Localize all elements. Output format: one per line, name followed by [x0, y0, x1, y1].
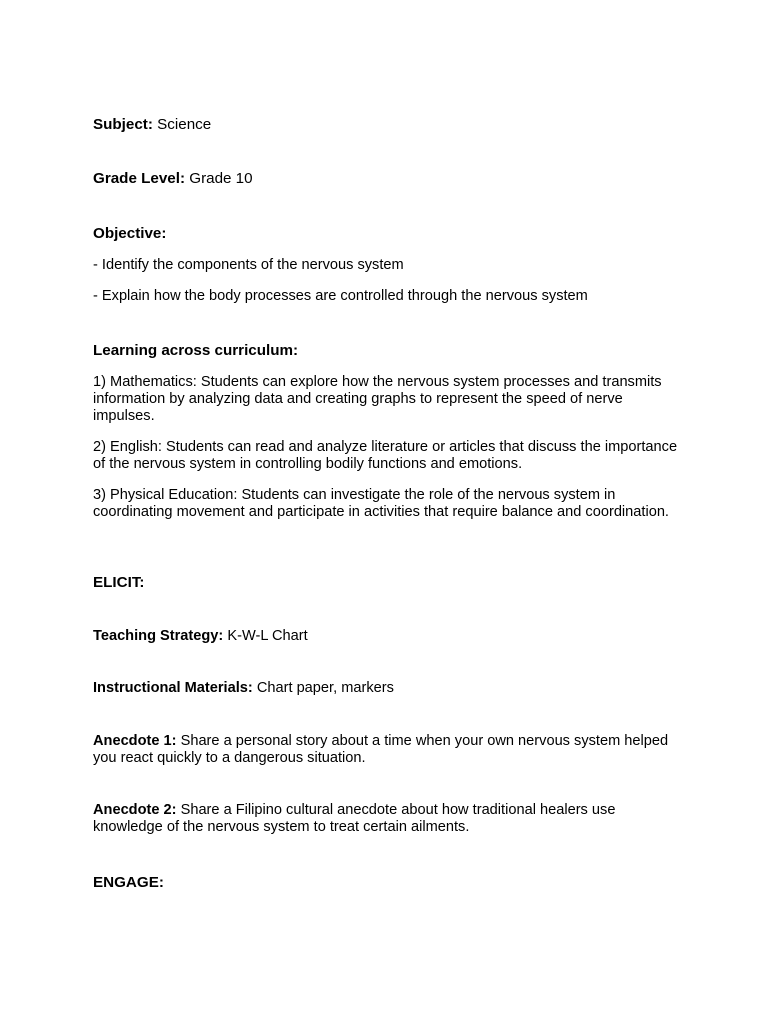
curriculum-item: 3) Physical Education: Students can investigate the role of the nervous system in coordinating movement and participate in activities that require balance and coordination.	[93, 487, 669, 520]
instructional-materials-value: Chart paper, markers	[256, 680, 394, 696]
learning-across-curriculum-heading: Learning across curriculum:	[93, 342, 299, 359]
anecdote-1-label: Anecdote 1:	[93, 733, 177, 749]
engage-heading: ENGAGE:	[93, 874, 164, 891]
anecdote-1-text: Share a personal story about a time when your own nervous system helped you react quickly to a dangerous situation.	[93, 733, 669, 766]
anecdote-2	[93, 802, 683, 836]
objective-item: - Identify the components of the nervous system	[93, 257, 404, 273]
teaching-strategy-label: Teaching Strategy:	[93, 628, 224, 644]
anecdote-2-text: Share a Filipino cultural anecdote about how traditional healers use knowledge of the nervous system to treat certain ailments.	[93, 802, 616, 835]
subject-value: Science	[157, 116, 212, 133]
anecdote-2-label: Anecdote 2:	[93, 802, 177, 818]
anecdote-1	[93, 733, 683, 767]
grade-level-label: Grade Level:	[93, 170, 186, 187]
curriculum-item: 1) Mathematics: Students can explore how the nervous system processes and transmits information by analyzing data and creating graphs to represent the speed of nerve impulses.	[93, 374, 662, 424]
subject-label: Subject:	[93, 116, 153, 133]
grade-level-line	[93, 170, 683, 187]
grade-level-value: Grade 10	[189, 170, 253, 187]
objective-heading: Objective:	[93, 225, 167, 242]
teaching-strategy-value: K-W-L Chart	[227, 628, 308, 644]
elicit-heading: ELICIT:	[93, 574, 145, 591]
instructional-materials-label: Instructional Materials:	[93, 680, 253, 696]
curriculum-item: 2) English: Students can read and analyze literature or articles that discuss the importance of the nervous system in controlling bodily functions and emotions.	[93, 439, 678, 472]
objective-item: - Explain how the body processes are controlled through the nervous system	[93, 288, 588, 304]
subject-line	[93, 116, 683, 133]
teaching-strategy-line	[93, 628, 683, 645]
instructional-materials-line	[93, 680, 683, 697]
